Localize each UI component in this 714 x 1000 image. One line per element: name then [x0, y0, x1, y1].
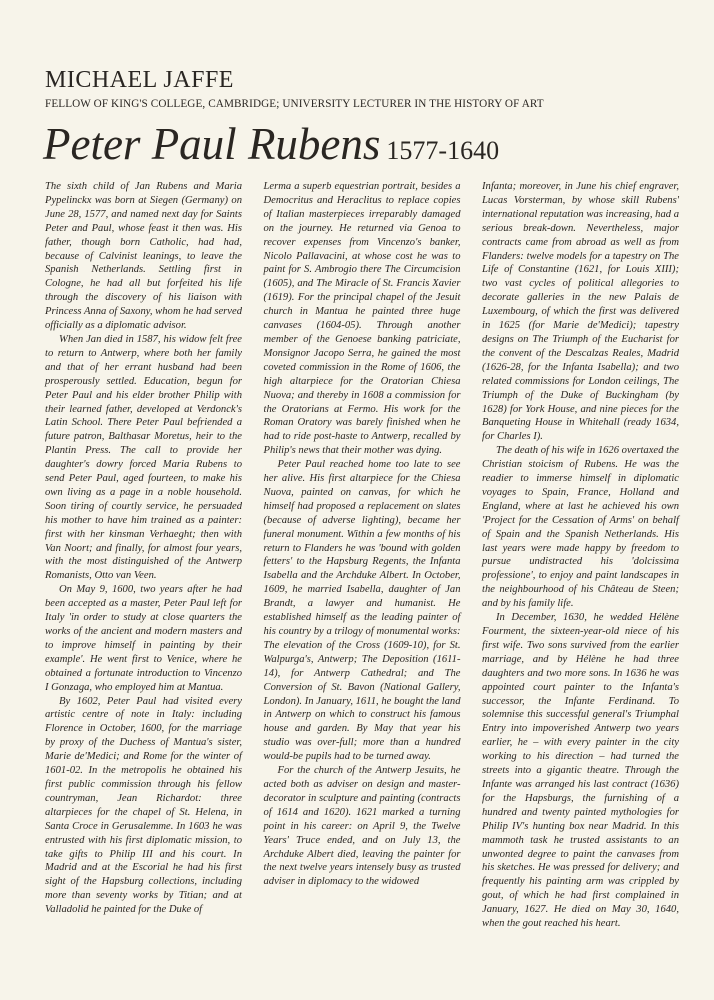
column-1: [45, 180, 242, 916]
paragraph: Lerma a superb equestrian portrait, besides a Democritus and Heraclitus to replace copies of Italian masterpieces irreparably damaged on the journey. He returned via Genoa to recover expenses from Vincenzo's banker, Nicolo Pallavacini, at whose cost he was to paint for S. Ambrogio there The Circumcision (1605), and The Miracle of St. Francis Xavier (1619). For the principal chapel of the Jesuit church in Mantua he painted three huge canvases (1604-05). Through another member of the Genoese banking patriciate, Monsignor Jacopo Serra, he gained the most coveted commission in the Rome of 1606, the high altarpiece for the Oratorian Chiesa Nuova; and thereby in 1608 a commission for the Oratorians at Fermo. His work for the Roman Oratory was barely finished when he had to ride post-haste to Antwerp, recalled by Philip's news that their mother was dying.: [263, 181, 461, 457]
author-name: MICHAEL JAFFE: [45, 67, 234, 93]
column-3: [482, 180, 680, 930]
paragraph: For the church of the Antwerp Jesuits, he acted both as adviser on design and master-decorator in sculpture and painting (contracts of 1614 and 1620). 1621 marked a turning point in his career: on April 9, the Twelve Years' Truce ended, and on July 13, the Archduke Albert died, leaving the painter for the next twelve years intensely busy as trusted adviser in diplomacy to the widowed: [263, 765, 461, 888]
paragraph: When Jan died in 1587, his widow felt free to return to Antwerp, where both her family and that of her errant husband had been prosperously settled. Education, begun for Peter Paul and his elder brother Philip with their learned father, developed at Verdonck's Latin School. There Peter Paul befriended a future patron, Balthasar Moretus, heir to the Plantin Press. The call to provide her daughter's dowry forced Maria Rubens to send Peter Paul, aged fourteen, to make his own living as a page in a noble household. Soon tiring of courtly service, he persuaded his mother to have him trained as a painter: first with her kinsman Verhaeght; then with Van Noort; and finally, for almost four years, with the most distinguished of the Antwerp Romanists, Otto van Veen.: [45, 333, 242, 582]
column-2: [264, 180, 461, 890]
author-affiliation: FELLOW OF KING'S COLLEGE, CAMBRIDGE; UNIVERSITY LECTURER IN THE HISTORY OF ART: [45, 98, 544, 110]
paragraph: On May 9, 1600, two years after he had been accepted as a master, Peter Paul left for Italy 'in order to study at close quarters the works of the ancient and modern masters and to improve himself in painting by their example'. He went first to Venice, where he obtained a fortunate introduction to Vincenzo I Gonzaga, who employed him at Mantua.: [45, 584, 242, 693]
paragraph: Infanta; moreover, in June his chief engraver, Lucas Vorsterman, by whose skill Rubens' international reputation was increasing, had a serious break-down. Nevertheless, major contracts came from abroad as well as from Flanders: twelve models for a tapestry on The Life of Constantine (1621, for Louis XIII); two vast cycles of political allegories to decorate galleries in the new Palais de Luxembourg, of which the first was delivered in 1625 (for Marie de'Medici); tapestry designs on The Triumph of the Eucharist for the convent of the Descalzas Reales, Madrid (1626-28, for the Infanta Isabella); and two related commissions for London ceilings, The Triumph of the Duke of Buckingham (by 1628) for York House, and nine pieces for the Banqueting House in Whitehall (ready 1634, for Charles I).: [482, 181, 679, 443]
paragraph: Peter Paul reached home too late to see her alive. His first altarpiece for the Chiesa Nuova, painted on canvas, for which he himself had proposed a replacement on slates (because of adverse lighting), became her funeral monument. Within a few months of his return to Flanders he was 'bound with golden fetters' to the Hapsburg Regents, the Infanta Isabella and the Archduke Albert. In October, 1609, he married Isabella, daughter of Jan Brandt, a lawyer and humanist. He established himself as the leading painter of his country by a trilogy of monumental works: The elevation of the Cross (1609-10), for St. Walpurga's, Antwerp; The Deposition (1611-14), for Antwerp Cathedral; and The Conversion of St. Bavon (National Gallery, London). In January, 1611, he bought the land in Antwerp on which to construct his famous house and garden. By May that year his studio was over-full; more than a hundred would-be pupils had to be turned away.: [263, 459, 461, 763]
body-columns: [45, 180, 680, 930]
paragraph: The sixth child of Jan Rubens and Maria Pypelinckx was born at Siegen (Germany) on June 28, 1577, and named next day for Saints Peter and Paul, whose feast it then was. His father, though born Catholic, had had, because of Calvinist leanings, to leave the Spanish Netherlands. Settling first in Cologne, he had all but forfeited his life through the discovery of his liaison with Princess Anna of Saxony, whom he had served officially as a diplomatic advisor.: [45, 181, 242, 332]
paragraph: The death of his wife in 1626 overtaxed the Christian stoicism of Rubens. He was the readier to immerse himself in diplomatic voyages to Spain, France, Holland and England, where at last he achieved his own 'Project for the Cessation of Arms' on behalf of Spain and the Spanish Netherlands. His last years were made happy by freedom to pursue undistracted his 'dolcissima professione', to enjoy and paint landscapes in the neighbourhood of his Château de Steen; and by his family life.: [482, 445, 680, 610]
title-dates: 1577-1640: [386, 136, 500, 165]
paragraph: By 1602, Peter Paul had visited every artistic centre of note in Italy: including Florence in October, 1600, for the marriage by proxy of the Duchess of Mantua's sister, Marie de'Medici; and Rome for the winter of 1601-02. In the metropolis he obtained his first public commission through his fellow countryman, Jean Richardot: three altarpieces for the chapel of St. Helena, in Santa Croce in Gerusalemme. In 1603 he was entrusted with his first diplomatic mission, to take gifts to Philip III and his court. In Madrid and at the Escorial he had his first sight of the Hapsburg collections, including more than seventy works by Titian; and at Valladolid he painted for the Duke of: [45, 695, 242, 916]
paragraph: In December, 1630, he wedded Hélène Fourment, the sixteen-year-old niece of his first wife. Two sons survived from the earlier marriage, and by Hélène he had three daughters and two more sons. In 1636 he was appointed court painter to the Infanta's successor, the Infante Ferdinand. To solemnise this successful general's Triumphal Entry into impoverished Antwerp two years earlier, he – with every painter in the city working to his direction – had turned the streets into a gigantic theatre. Through the Infante was arranged his last contract (1636) for the Hapsburgs, the furnishing of a hundred and twenty painted mythologies for Philip IV's hunting box near Madrid. In this mammoth task he trusted assistants to an unwonted degree to paint the canvases from his sketches. He was pressed for delivery; and frequently his painting arm was crippled by gout, of which he had first complained in January, 1627. He died on May 30, 1640, when the gout reached his heart.: [482, 612, 679, 930]
title-name: Peter Paul Rubens: [43, 119, 381, 169]
article-title: [43, 119, 500, 169]
